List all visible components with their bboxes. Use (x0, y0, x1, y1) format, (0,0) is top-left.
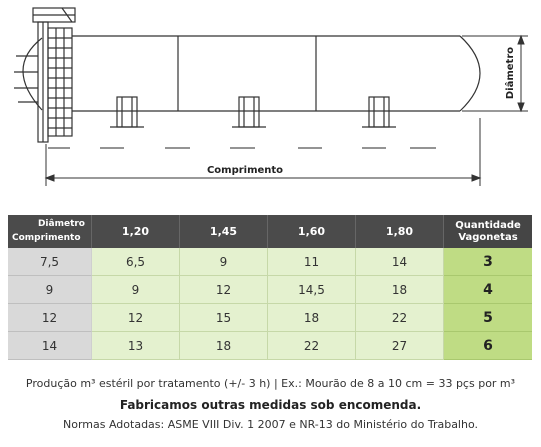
quantity-header-line2: Vagonetas (458, 231, 518, 243)
table-cell: 14,5 (268, 276, 356, 304)
production-note: Produção m³ estéril por tratamento (+/- 3 h) | Ex.: Mourão de 8 a 10 cm = 33 pçs por m³ (25, 377, 516, 390)
quantity-cell: 4 (444, 276, 532, 304)
row-length-cell: 7,5 (8, 248, 92, 276)
diameter-column-header: 1,80 (356, 215, 444, 248)
table-cell: 22 (356, 304, 444, 332)
quantity-cell: 3 (444, 248, 532, 276)
autoclave-technical-drawing (0, 0, 541, 205)
table-row (8, 332, 532, 360)
diameter-column-header: 1,20 (92, 215, 180, 248)
table-cell: 11 (268, 248, 356, 276)
table-cell: 18 (180, 332, 268, 360)
custom-sizes-note: Fabricamos outras medidas sob encomenda. (119, 398, 422, 412)
table-cell: 18 (268, 304, 356, 332)
length-dimension-label: Comprimento (206, 165, 284, 176)
table-row (8, 276, 532, 304)
diameter-dimension-label: Diâmetro (505, 46, 516, 100)
table-cell: 12 (92, 304, 180, 332)
row-length-cell: 12 (8, 304, 92, 332)
quantity-cell: 5 (444, 304, 532, 332)
table-cell: 9 (180, 248, 268, 276)
row-length-cell: 14 (8, 332, 92, 360)
diameter-column-header: 1,60 (268, 215, 356, 248)
corner-header-cell (8, 215, 92, 248)
table-cell: 22 (268, 332, 356, 360)
table-row (8, 304, 532, 332)
standards-note: Normas Adotadas: ASME VIII Div. 1 2007 e NR-13 do Ministério do Trabalho. (63, 418, 478, 431)
diameter-header-label: Diâmetro (37, 219, 85, 229)
length-header-label: Comprimento (12, 233, 81, 243)
table-cell: 14 (356, 248, 444, 276)
table-cell: 13 (92, 332, 180, 360)
table-header-row (8, 215, 532, 248)
table-cell: 12 (180, 276, 268, 304)
specifications-table (8, 215, 532, 360)
table-cell: 27 (356, 332, 444, 360)
table-cell: 15 (180, 304, 268, 332)
row-length-cell: 9 (8, 276, 92, 304)
table-cell: 6,5 (92, 248, 180, 276)
table-cell: 9 (92, 276, 180, 304)
quantity-cell: 6 (444, 332, 532, 360)
diameter-column-header: 1,45 (180, 215, 268, 248)
quantity-header-line1: Quantidade (455, 219, 521, 231)
quantity-column-header (444, 215, 532, 248)
table-cell: 18 (356, 276, 444, 304)
table-row (8, 248, 532, 276)
